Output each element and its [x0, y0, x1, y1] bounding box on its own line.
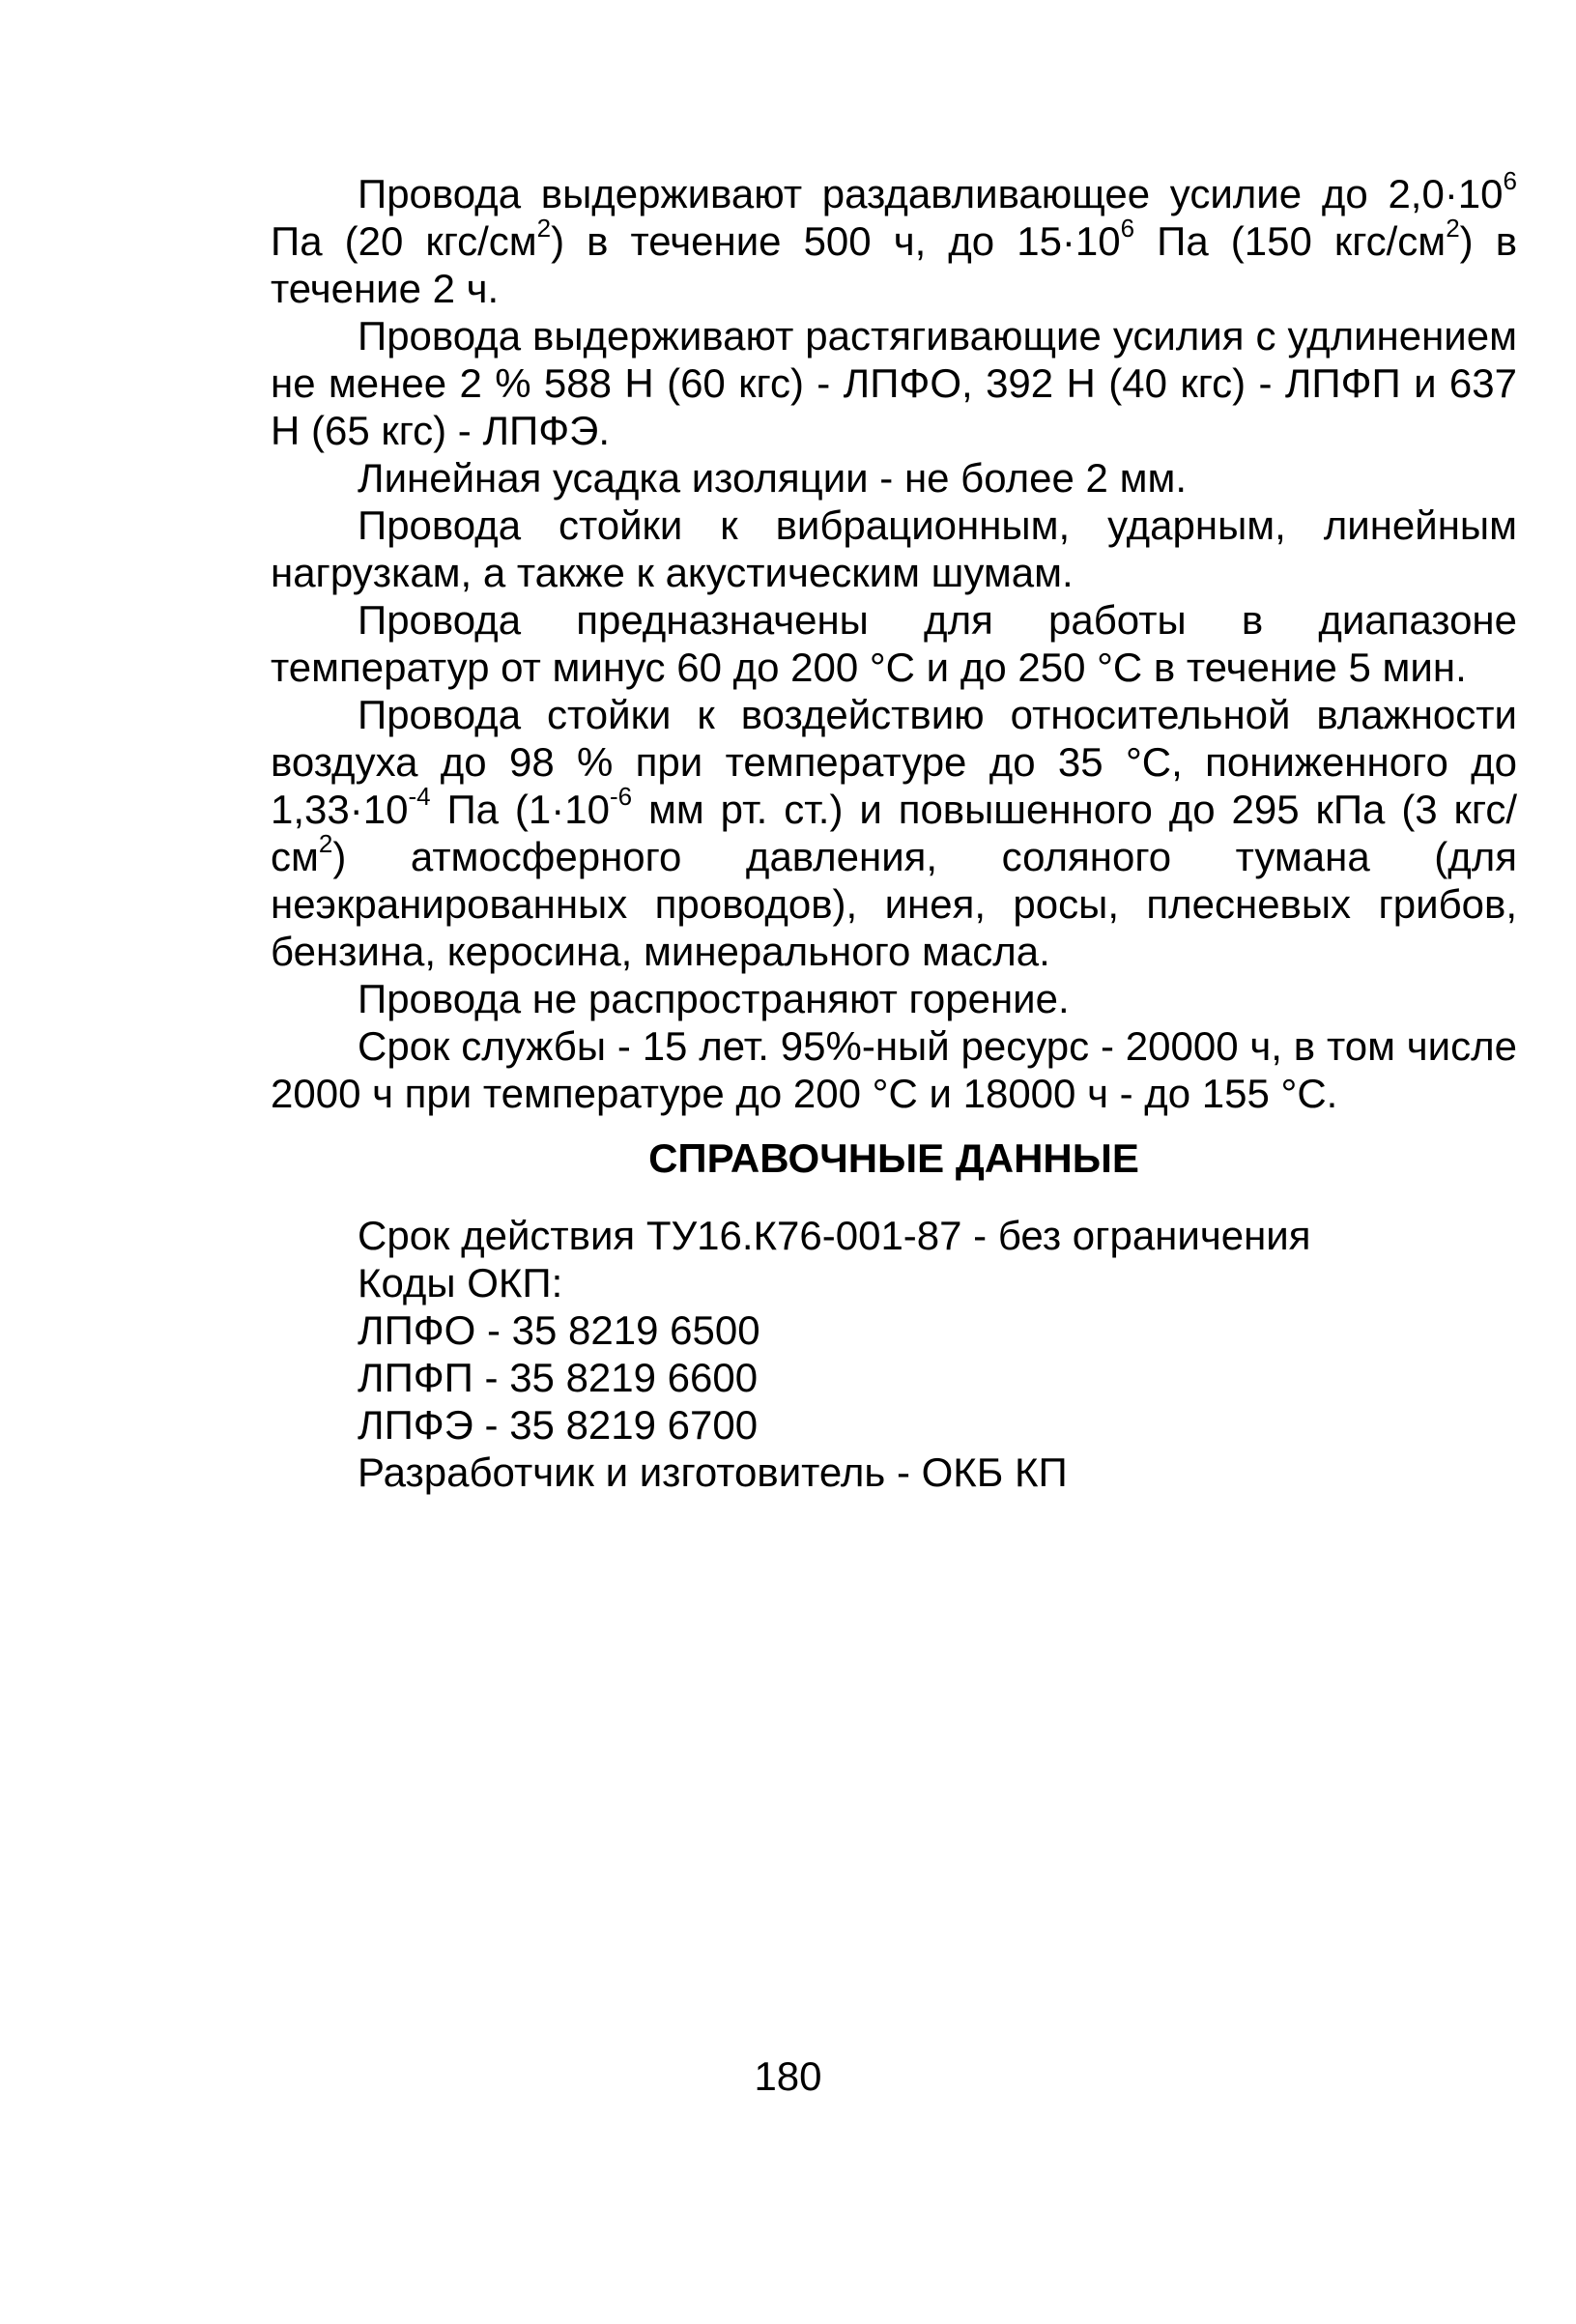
reference-line: ЛПФО - 35 8219 6500: [358, 1307, 760, 1353]
superscript: 2: [536, 214, 552, 243]
text-span: Па (1·10: [430, 787, 610, 832]
text-span: Провода выдерживают раздавливающее усилие до 2,0·10: [358, 171, 1504, 216]
text-span: Провода стойки к воздействию относительной влажности воздуха до 98 % при температуре до 35 °С, пониженного до 1,33·10: [271, 692, 1517, 832]
superscript: -6: [609, 782, 633, 811]
text-span: ) атмосферного давления, соляного тумана (для неэкранированных проводов), инея, росы, плесневых грибов, бензина, керосина, минерального масла.: [271, 834, 1517, 974]
reference-line: Разработчик и изготовитель - ОКБ КП: [358, 1449, 1068, 1495]
paragraph-temperature-range: Провода предназначены для работы в диапазоне температур от минус 60 до 200 °С и до 250 °С в течение 5 мин.: [271, 597, 1517, 690]
paragraph-flame-spread: Провода не распространяют горение.: [358, 976, 1070, 1021]
text-span: ) в течение 2 ч.: [271, 218, 1518, 311]
paragraph-vibration-resistance: Провода стойки к вибрационным, ударным, линейным нагрузкам, а также к акустическим шумам.: [271, 502, 1517, 595]
reference-line: ЛПФП - 35 8219 6600: [358, 1355, 759, 1400]
page-number: 180: [754, 2053, 822, 2099]
paragraph-crush-strength: [271, 166, 1518, 312]
superscript: -4: [408, 782, 431, 811]
text-span: Па (20 кгс/см: [271, 218, 537, 264]
paragraph-service-life: Срок службы - 15 лет. 95%-ный ресурс - 20000 ч, в том числе 2000 ч при температуре до 200 °С и 18000 ч - до 155 °С.: [271, 1023, 1517, 1116]
text-span: мм рт. ст.) и повышенного до 295 кПа (3 кгс/см: [271, 787, 1517, 879]
text-span: ) в течение 500 ч, до 15·10: [551, 218, 1121, 264]
reference-line: Коды ОКП:: [358, 1260, 563, 1305]
superscript: 2: [1446, 214, 1460, 243]
paragraph-tensile-strength: Провода выдерживают растягивающие усилия с удлинением не менее 2 % 588 Н (60 кгс) - ЛПФО, 392 Н (40 кгс) - ЛПФП и 637 Н (65 кгс) - ЛПФЭ.: [271, 313, 1517, 453]
body-text: [271, 166, 1518, 1117]
reference-line: Срок действия ТУ16.К76-001-87 - без ограничения: [358, 1213, 1311, 1258]
superscript: 6: [1503, 166, 1517, 195]
reference-line: ЛПФЭ - 35 8219 6700: [358, 1402, 759, 1448]
paragraph-humidity-resistance: [271, 691, 1517, 975]
superscript: 2: [318, 829, 333, 858]
reference-data-list: [358, 1212, 1517, 1496]
superscript: 6: [1120, 214, 1135, 243]
text-span: Па (150 кгс/см: [1134, 218, 1447, 264]
paragraph-shrinkage: Линейная усадка изоляции - не более 2 мм.: [358, 455, 1188, 501]
section-title: СПРАВОЧНЫЕ ДАННЫЕ: [648, 1135, 1139, 1181]
